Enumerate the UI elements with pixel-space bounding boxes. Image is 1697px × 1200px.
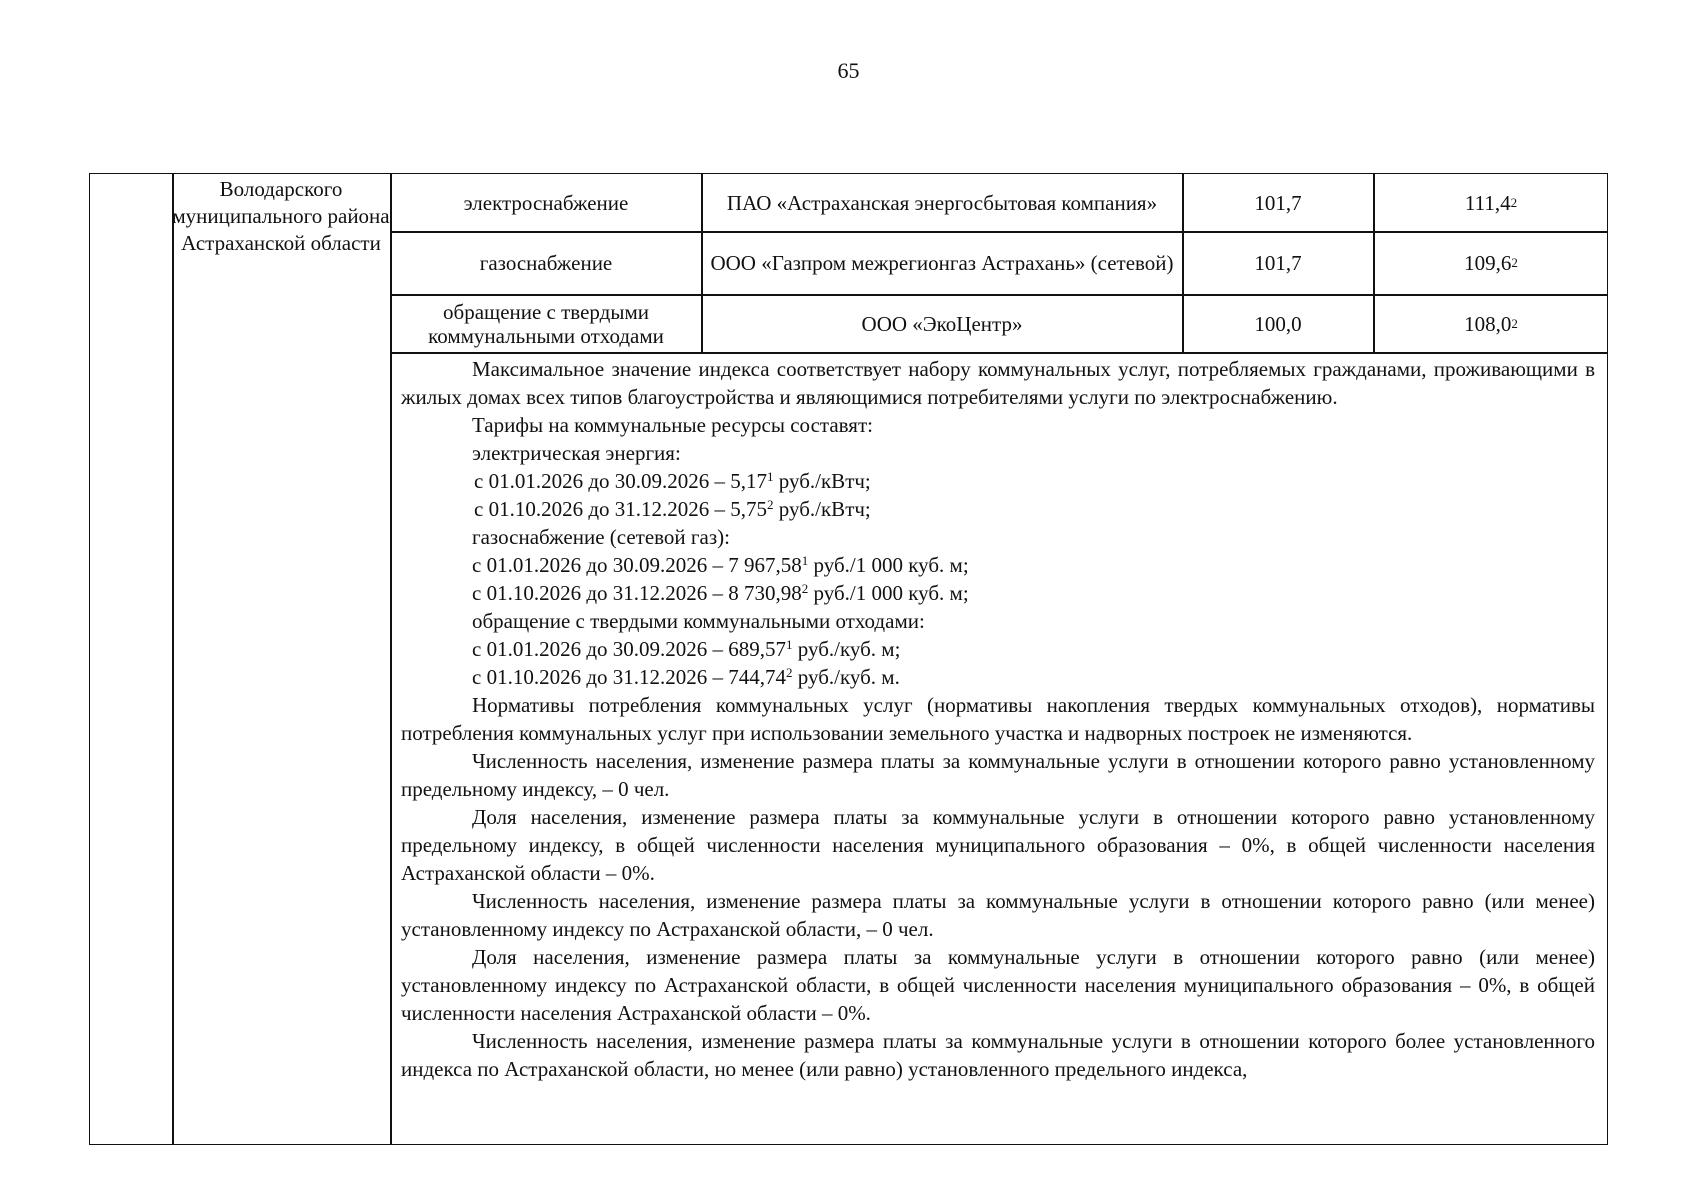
explanatory-text [401, 355, 1595, 1083]
municipality-name: Володарского муниципального района Астраханской области [172, 177, 390, 255]
waste-title: обращение с твердыми коммунальными отходами: [472, 609, 925, 633]
paragraph-share-limit: Доля населения, изменение размера платы за коммунальные услуги в отношении которого равно установленному предельному индексу, в общей численности населения муниципального образования – 0%, в общей численности населения Астраханской области – 0%. [401, 805, 1595, 885]
tariff-line: с 01.01.2026 до 30.09.2026 – 5,17$^1$ руб./кВтч; [474, 469, 871, 493]
page-number: 65 [837, 58, 860, 83]
tariff-line: с 01.01.2026 до 30.09.2026 – 7 967,58$^1$ руб./1 000 куб. м; [472, 553, 969, 577]
paragraph-share-regional: Доля населения, изменение размера платы за коммунальные услуги в отношении которого равно (или менее) установленному индексу по Астраханской области, в общей численности населения муниципального образования – 0%, в общей численности населения Астраханской области – 0%. [401, 945, 1595, 1025]
index-cell: 100,0 [1254, 311, 1302, 336]
service-cell: электроснабжение [463, 190, 629, 215]
index-max-value: 111,4 [1464, 190, 1511, 215]
index-max-cell: 111,4 2 [1464, 190, 1518, 215]
service-cell: обращение с твердыми коммунальными отходами [428, 299, 664, 348]
service-cell: газоснабжение [479, 251, 613, 275]
column-divider [172, 173, 174, 1145]
index-max-cell: 109,6 2 [1464, 251, 1518, 275]
tariff-line: с 01.01.2026 до 30.09.2026 – 689,57$^1$ руб./куб. м; [472, 637, 901, 661]
row-divider [390, 352, 1608, 354]
gas-title: газоснабжение (сетевой газ): [472, 525, 730, 549]
tariff-line: с 01.10.2026 до 31.12.2026 – 5,75$^2$ руб./кВтч; [474, 497, 871, 521]
tariff-line: с 01.10.2026 до 31.12.2026 – 744,74$^2$ руб./куб. м. [472, 665, 900, 689]
provider-cell: ООО «Газпром межрегионгаз Астрахань» (сетевой) [710, 251, 1174, 275]
index-cell: 101,7 [1254, 190, 1302, 215]
index-cell: 101,7 [1254, 251, 1302, 275]
paragraph-population-limit: Численность населения, изменение размера платы за коммунальные услуги в отношении которого равно установленному предельному индексу, – 0 чел. [401, 749, 1595, 801]
provider-cell: ООО «ЭкоЦентр» [861, 311, 1023, 336]
tariff-line: с 01.10.2026 до 31.12.2026 – 8 730,98$^2$ руб./1 000 куб. м; [472, 581, 969, 605]
provider-cell: ПАО «Астраханская энергосбытовая компания» [726, 190, 1158, 215]
index-max-value: 109,6 [1464, 251, 1512, 275]
paragraph-population-regional: Численность населения, изменение размера платы за коммунальные услуги в отношении которого равно (или менее) установленному индексу по Астраханской области, – 0 чел. [401, 889, 1595, 941]
paragraph-max-index: Максимальное значение индекса соответствует набору коммунальных услуг, потребляемых гражданами, проживающими в жилых домах всех типов благоустройства и являющимися потребителями услуги по электроснабжению. [401, 357, 1595, 409]
tariffs-title: Тарифы на коммунальные ресурсы составят: [472, 413, 873, 437]
paragraph-population-above: Численность населения, изменение размера платы за коммунальные услуги в отношении которого более установленного индекса по Астраханской области, но менее (или равно) установленного предельного индекса, [401, 1029, 1595, 1081]
paragraph-norms: Нормативы потребления коммунальных услуг (нормативы накопления твердых коммунальных отходов), нормативы потребления коммунальных услуг при использовании земельного участка и надворных построек не изменяются. [401, 693, 1595, 745]
index-max-value: 108,0 [1464, 311, 1512, 336]
electricity-title: электрическая энергия: [472, 441, 681, 465]
index-max-cell: 108,0 2 [1464, 311, 1518, 336]
